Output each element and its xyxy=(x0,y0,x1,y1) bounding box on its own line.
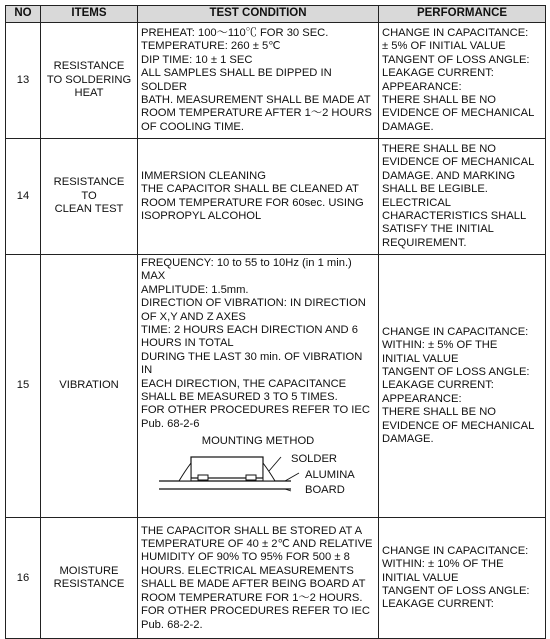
performance-line: CHANGE IN CAPACITANCE: xyxy=(382,325,529,338)
performance xyxy=(379,139,546,255)
condition-line: DIP TIME: 10 ± 1 SEC xyxy=(141,53,253,66)
condition-line: BATH. MEASUREMENT SHALL BE MADE AT xyxy=(141,93,371,106)
performance-line: TANGENT OF LOSS ANGLE: xyxy=(382,53,530,66)
condition-line: AMPLITUDE: 1.5mm. xyxy=(141,283,249,296)
performance-line: LEAKAGE CURRENT: xyxy=(382,598,494,611)
item-line: VIBRATION xyxy=(59,379,119,392)
item-line: MOISTURE xyxy=(59,564,119,577)
condition-line: TEMPERATURE: 260 ± 5℃ xyxy=(141,40,281,53)
condition-line: ROOM TEMPERATURE AFTER 1〜2 HOURS xyxy=(141,107,372,120)
performance-line: SHALL BE LEGIBLE. xyxy=(382,183,488,196)
condition-line: DURING THE LAST 30 min. OF VIBRATION IN xyxy=(141,350,363,377)
performance-line: WITHIN: ± 5% OF THE xyxy=(382,339,498,352)
solder-leader xyxy=(269,457,281,471)
performance-line: EVIDENCE OF MECHANICAL xyxy=(382,156,535,169)
item-line: CLEAN TEST xyxy=(54,203,124,216)
header-performance: PERFORMANCE xyxy=(379,6,546,23)
header-test-condition: TEST CONDITION xyxy=(138,6,379,23)
performance-line: APPEARANCE: xyxy=(382,80,462,93)
performance xyxy=(379,255,546,518)
performance-line: LEAKAGE CURRENT: xyxy=(382,67,494,80)
test-condition xyxy=(138,139,379,255)
alumina-label: ALUMINA xyxy=(305,469,355,482)
row-number: 13 xyxy=(6,23,41,139)
mounting-method-figure xyxy=(141,435,375,515)
condition-line: ALL SAMPLES SHALL BE DIPPED IN SOLDER xyxy=(141,67,332,93)
item-name xyxy=(41,255,138,518)
performance xyxy=(379,23,546,139)
performance-line: CHARACTERISTICS SHALL xyxy=(382,209,527,222)
condition-line: OF COOLING TIME. xyxy=(141,120,244,133)
solder-fillet-left xyxy=(179,463,191,481)
condition-line: FREQUENCY: 10 to 55 to 10Hz (in 1 min.) MAX xyxy=(141,257,352,283)
performance-line: TANGENT OF LOSS ANGLE: xyxy=(382,366,530,379)
board-label: BOARD xyxy=(305,484,345,497)
condition-line: OF X,Y AND Z AXES xyxy=(141,310,246,323)
condition-line: THE CAPACITOR SHALL BE STORED AT A xyxy=(141,524,363,537)
test-condition xyxy=(138,255,379,518)
performance-line: EVIDENCE OF MECHANICAL xyxy=(382,419,535,432)
performance-line: ± 5% OF INITIAL VALUE xyxy=(382,40,506,53)
performance-line: DAMAGE. AND MARKING xyxy=(382,169,516,182)
row-number: 16 xyxy=(6,518,41,639)
condition-line: SHALL BE MEASURED 3 TO 5 TIMES. xyxy=(141,391,338,404)
condition-line: TIME: 2 HOURS EACH DIRECTION AND 6 xyxy=(141,324,358,337)
table-row xyxy=(6,139,546,255)
condition-line: HOURS. ELECTRICAL MEASUREMENTS xyxy=(141,564,354,577)
condition-line: Pub. 68-2-6 xyxy=(141,417,200,430)
alumina-leader xyxy=(285,473,299,481)
performance-line: REQUIREMENT. xyxy=(382,236,467,249)
condition-line: ISOPROPYL ALCOHOL xyxy=(141,209,262,222)
item-line: RESISTANCE xyxy=(53,176,125,189)
spec-table xyxy=(5,5,546,639)
condition-line: HOURS IN TOTAL xyxy=(141,337,234,350)
item-line: TO SOLDERING xyxy=(46,73,132,86)
table-row xyxy=(6,23,546,139)
condition-line: EACH DIRECTION, THE CAPACITANCE xyxy=(141,377,347,390)
row-number: 15 xyxy=(6,255,41,518)
condition-line: THE CAPACITOR SHALL BE CLEANED AT xyxy=(141,183,359,196)
condition-line: DIRECTION OF VIBRATION: IN DIRECTION xyxy=(141,297,366,310)
condition-line: Pub. 68-2-2. xyxy=(141,618,203,631)
performance-line: APPEARANCE: xyxy=(382,392,462,405)
performance-line: WITHIN: ± 10% OF THE xyxy=(382,558,504,571)
header-no: NO xyxy=(6,6,41,23)
condition-line: TEMPERATURE OF 40 ± 2℃ AND RELATIVE xyxy=(141,538,373,551)
performance-line: SATISFY THE INITIAL xyxy=(382,223,494,236)
condition-line: IMMERSION CLEANING xyxy=(141,169,266,182)
condition-line: HUMIDITY OF 90% TO 95% FOR 500 ± 8 xyxy=(141,551,350,564)
performance-line: LEAKAGE CURRENT: xyxy=(382,379,494,392)
performance-line: ELECTRICAL xyxy=(382,196,452,209)
performance xyxy=(379,518,546,639)
terminal-left xyxy=(198,475,208,480)
performance-line: THERE SHALL BE NO xyxy=(382,406,496,419)
condition-line: FOR OTHER PROCEDURES REFER TO IEC xyxy=(141,605,370,618)
condition-line: ROOM TEMPERATURE FOR 1〜2 HOURS. xyxy=(141,591,363,604)
terminal-right xyxy=(246,475,256,480)
item-line: TO xyxy=(81,189,97,202)
performance-line: THERE SHALL BE NO xyxy=(382,93,496,106)
condition-line: ROOM TEMPERATURE FOR 60sec. USING xyxy=(141,196,364,209)
item-line: RESISTANCE xyxy=(53,578,125,591)
performance-line: TANGENT OF LOSS ANGLE: xyxy=(382,584,530,597)
condition-line: SHALL BE MADE AFTER BEING BOARD AT xyxy=(141,578,366,591)
item-name xyxy=(41,518,138,639)
header-items: ITEMS xyxy=(41,6,138,23)
test-condition xyxy=(138,518,379,639)
performance-line: DAMAGE. xyxy=(382,120,434,133)
item-line: HEAT xyxy=(74,87,104,100)
performance-line: INITIAL VALUE xyxy=(382,571,459,584)
item-line: RESISTANCE xyxy=(53,60,125,73)
performance-line: CHANGE IN CAPACITANCE: xyxy=(382,544,529,557)
row-number: 14 xyxy=(6,139,41,255)
test-condition xyxy=(138,23,379,139)
figure-title: MOUNTING METHOD xyxy=(201,435,315,448)
item-name xyxy=(41,23,138,139)
performance-line: THERE SHALL BE NO xyxy=(382,142,496,155)
table-row xyxy=(6,255,546,518)
performance-line: INITIAL VALUE xyxy=(382,352,459,365)
condition-line: FOR OTHER PROCEDURES REFER TO IEC xyxy=(141,404,370,417)
table-row xyxy=(6,518,546,639)
performance-line: EVIDENCE OF MECHANICAL xyxy=(382,107,535,120)
solder-label: SOLDER xyxy=(291,453,338,466)
condition-line: PREHEAT: 100〜110℃ FOR 30 SEC. xyxy=(141,26,329,39)
performance-line: DAMAGE. xyxy=(382,433,434,446)
performance-line: CHANGE IN CAPACITANCE: xyxy=(382,26,529,39)
item-name xyxy=(41,139,138,255)
header-row xyxy=(6,6,546,23)
